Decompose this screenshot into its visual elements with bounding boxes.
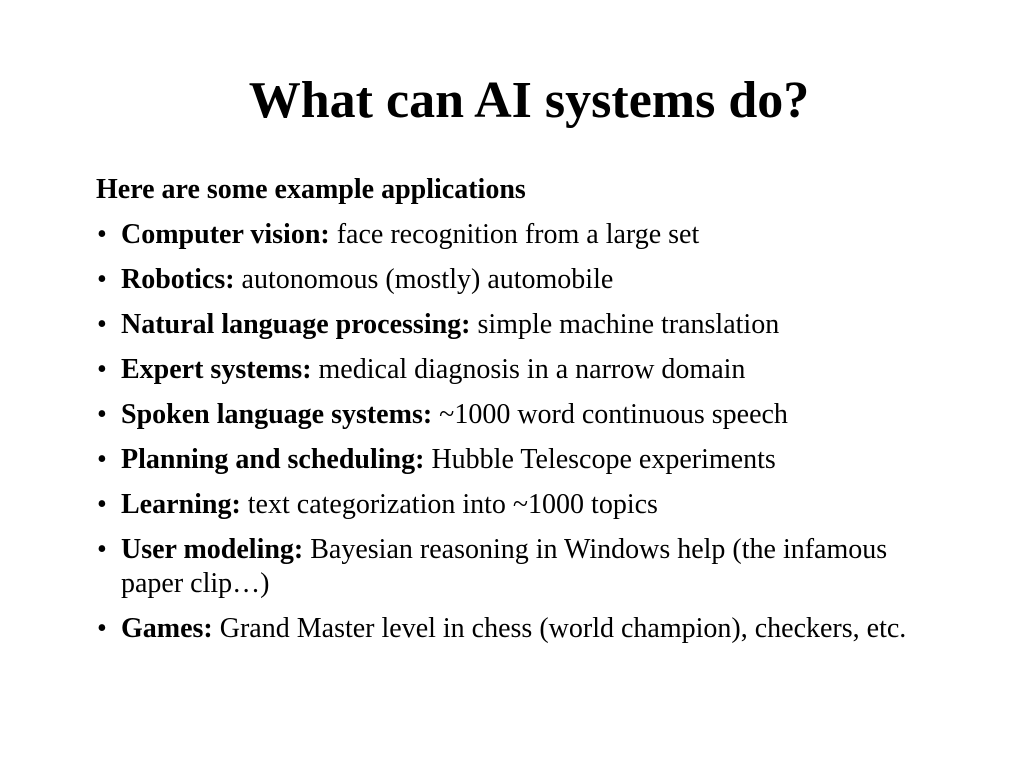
item-text: Hubble Telescope experiments (431, 444, 776, 475)
item-term: Natural language processing: (121, 309, 471, 340)
slide-content (96, 173, 956, 657)
bullet-icon: • (97, 444, 107, 475)
item-term: Spoken language systems: (121, 399, 433, 430)
item-term: Expert systems: (121, 354, 312, 385)
list-item (96, 398, 956, 432)
bullet-icon: • (97, 264, 107, 295)
application-list (96, 218, 956, 646)
item-term: Learning: (121, 489, 241, 520)
bullet-icon: • (97, 613, 107, 644)
list-item (96, 308, 956, 342)
item-term: Planning and scheduling: (121, 444, 425, 475)
bullet-icon: • (97, 309, 107, 340)
list-item (96, 488, 956, 522)
bullet-icon: • (97, 354, 107, 385)
item-text: Grand Master level in chess (world champion), checkers, etc. (219, 613, 907, 644)
bullet-icon: • (97, 399, 107, 430)
slide-title: What can AI systems do? (248, 72, 810, 129)
list-item (96, 533, 956, 601)
list-item (96, 353, 956, 387)
item-text: ~1000 word continuous speech (439, 399, 788, 430)
list-item (96, 218, 956, 252)
item-text: autonomous (mostly) automobile (241, 264, 614, 295)
item-text: Bayesian reasoning in Windows help (the infamous paper clip…) (121, 534, 888, 599)
item-term: Computer vision: (121, 219, 330, 250)
item-text: text categorization into ~1000 topics (247, 489, 658, 520)
bullet-icon: • (97, 489, 107, 520)
bullet-icon: • (97, 219, 107, 250)
item-term: Robotics: (121, 264, 235, 295)
item-term: User modeling: (121, 534, 304, 565)
item-text: medical diagnosis in a narrow domain (318, 354, 746, 385)
item-text: simple machine translation (477, 309, 780, 340)
list-item (96, 263, 956, 297)
item-text: face recognition from a large set (336, 219, 700, 250)
item-term: Games: (121, 613, 213, 644)
list-item (96, 612, 956, 646)
bullet-icon: • (97, 534, 107, 565)
intro-text: Here are some example applications (96, 174, 526, 205)
list-item (96, 443, 956, 477)
